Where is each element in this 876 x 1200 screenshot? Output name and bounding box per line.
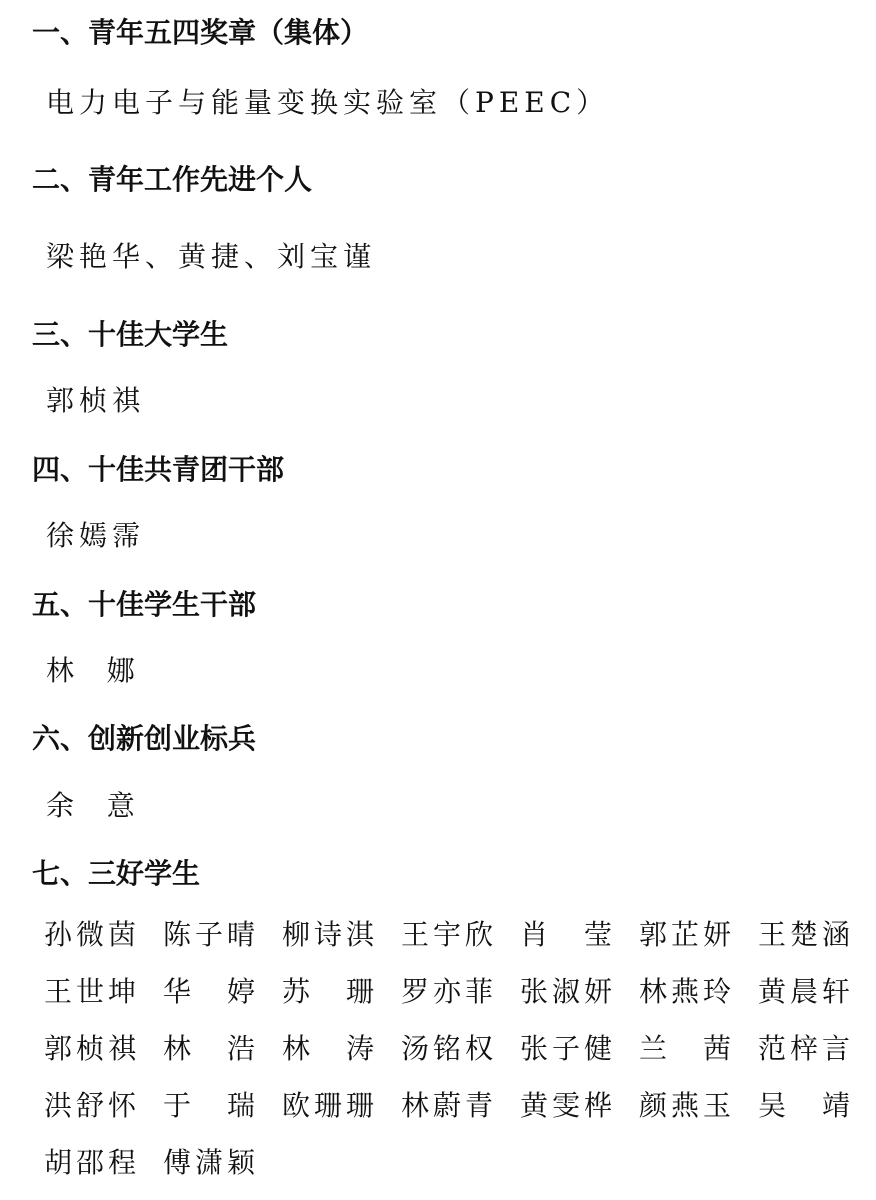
student-name: 王 楚 涵 xyxy=(758,918,850,951)
section-heading-merit-students: 七、三好学生 xyxy=(32,857,201,890)
student-name: 胡 邵 程 xyxy=(44,1146,136,1179)
section-heading-top-ten-student-cadres: 五、十佳学生干部 xyxy=(32,588,257,621)
section-content-innovation-model: 余 意 xyxy=(46,789,140,822)
section-heading-youth-may-fourth-medal: 一、青年五四奖章（集体） xyxy=(32,16,369,49)
student-name: 林 浩 xyxy=(163,1032,255,1065)
student-name: 柳 诗 淇 xyxy=(282,918,374,951)
student-name: 颜 燕 玉 xyxy=(639,1089,731,1122)
student-name: 陈 子 晴 xyxy=(163,918,255,951)
student-name: 于 瑞 xyxy=(163,1089,255,1122)
section-heading-innovation-model: 六、创新创业标兵 xyxy=(32,722,257,755)
student-name: 汤 铭 权 xyxy=(401,1032,493,1065)
student-name: 华 婷 xyxy=(163,975,255,1008)
student-name: 苏 珊 xyxy=(282,975,374,1008)
student-name: 黄 晨 轩 xyxy=(758,975,850,1008)
section-heading-top-ten-students: 三、十佳大学生 xyxy=(32,318,229,351)
student-name: 林 蔚 青 xyxy=(401,1089,493,1122)
student-name: 傅 潇 颖 xyxy=(163,1146,255,1179)
student-name: 兰 茜 xyxy=(639,1032,731,1065)
section-heading-top-ten-league-cadres: 四、十佳共青团干部 xyxy=(32,453,285,486)
student-name: 洪 舒 怀 xyxy=(44,1089,136,1122)
student-name: 欧 珊 珊 xyxy=(282,1089,374,1122)
student-name: 王 宇 欣 xyxy=(401,918,493,951)
student-name: 林 燕 玲 xyxy=(639,975,731,1008)
student-name: 王 世 坤 xyxy=(44,975,136,1008)
student-name: 张 淑 妍 xyxy=(520,975,612,1008)
student-name: 吴 靖 xyxy=(758,1089,850,1122)
section-heading-youth-work-advanced: 二、青年工作先进个人 xyxy=(32,163,313,196)
student-name: 肖 莹 xyxy=(520,918,612,951)
student-name: 罗 亦 菲 xyxy=(401,975,493,1008)
student-name: 林 涛 xyxy=(282,1032,374,1065)
merit-students-list xyxy=(44,915,864,1200)
student-name: 郭 芷 妍 xyxy=(639,918,731,951)
student-name: 孙 微 茵 xyxy=(44,918,136,951)
section-content-top-ten-league-cadres: 徐嫣霈 xyxy=(46,519,146,552)
section-content-top-ten-students: 郭桢祺 xyxy=(46,384,146,417)
student-name: 黄 雯 桦 xyxy=(520,1089,612,1122)
section-content-youth-may-fourth-medal: 电力电子与能量变换实验室（PEEC） xyxy=(46,86,610,119)
section-content-youth-work-advanced: 梁艳华、黄捷、刘宝谨 xyxy=(46,240,377,273)
student-name: 张 子 健 xyxy=(520,1032,612,1065)
student-name: 范 梓 言 xyxy=(758,1032,850,1065)
section-content-top-ten-student-cadres: 林 娜 xyxy=(46,654,140,687)
student-name: 郭 桢 祺 xyxy=(44,1032,136,1065)
